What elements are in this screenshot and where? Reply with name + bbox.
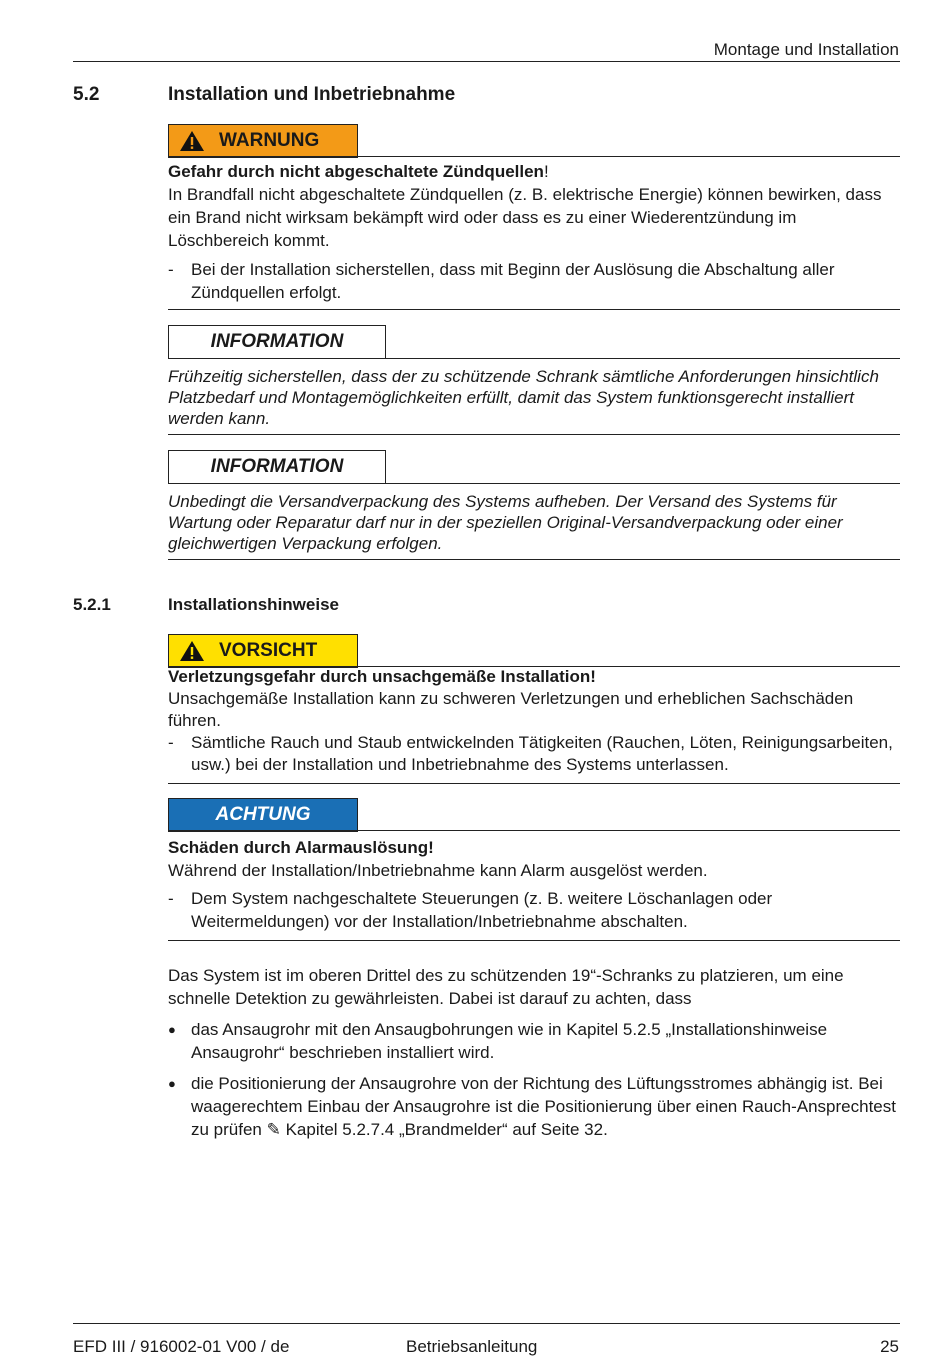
info1-bottom-rule — [168, 434, 900, 435]
notice-bottom-rule — [168, 940, 900, 941]
bullet-dot: ● — [168, 1076, 176, 1091]
warning-badge — [168, 124, 358, 158]
info2-top-rule — [168, 483, 900, 484]
warning-label: WARNUNG — [219, 130, 320, 151]
caution-bullet: Sämtliche Rauch und Staub entwickelnden Tätigkeiten (Rauchen, Löten, Reinigungsarbeiten, usw.) bei der Installation und Inbetriebnahme des Systems unterlassen. — [191, 733, 893, 774]
notice-title: Schäden durch Alarmauslösung! — [168, 838, 434, 857]
footer-doc-id: EFD III / 916002-01 V00 / de — [73, 1337, 290, 1356]
caution-content — [168, 666, 900, 776]
info-badge-2 — [168, 450, 386, 484]
warning-triangle-icon — [179, 130, 205, 152]
caution-bottom-rule — [168, 783, 900, 784]
notice-text: Während der Installation/Inbetriebnahme kann Alarm ausgelöst werden. — [168, 861, 708, 880]
list-item-text: das Ansaugrohr mit den Ansaugbohrungen wie in Kapitel 5.2.5 „Installationshinweise Ansaugrohr“ beschrieben installiert wird. — [191, 1020, 828, 1062]
list-item — [168, 1072, 900, 1141]
warning-bullet-mark: - — [168, 260, 174, 279]
caution-text: Unsachgemäße Installation kann zu schweren Verletzungen und erheblichen Sachschäden führen. — [168, 689, 854, 730]
subsection-number: 5.2.1 — [73, 595, 111, 614]
warning-bottom-rule — [168, 309, 900, 310]
body-intro: Das System ist im oberen Drittel des zu schützenden 19“-Schranks zu platzieren, um eine schnelle Detektion zu gewährleisten. Dabei ist darauf zu achten, dass — [168, 966, 844, 1008]
warning-bullet: Bei der Installation sicherstellen, dass mit Beginn der Auslösung die Abschaltung aller Zündquellen erfolgt. — [191, 260, 835, 302]
bullet-dot: ● — [168, 1022, 176, 1037]
info-label-1: INFORMATION — [210, 331, 344, 352]
section-title: Installation und Inbetriebnahme — [168, 84, 456, 105]
info-text-1: Frühzeitig sicherstellen, dass der zu schützende Schrank sämtliche Anforderungen hinsichtlich Platzbedarf und Montagemöglichkeiten erfüllt, damit das System funktionsgerecht installiert werden kann. — [168, 367, 879, 428]
notice-bullet: Dem System nachgeschaltete Steuerungen (z. B. weitere Löschanlagen oder Weitermeldungen) vor der Installation/Inbetriebnahme abschalten. — [191, 889, 773, 931]
caution-badge — [168, 634, 358, 668]
notice-badge — [168, 798, 358, 832]
info1-top-rule — [168, 358, 900, 359]
list-item — [168, 1018, 900, 1064]
warning-top-rule — [168, 156, 900, 157]
section-number: 5.2 — [73, 84, 100, 105]
subsection-title: Installationshinweise — [168, 595, 339, 614]
page-number: 25 — [880, 1337, 899, 1356]
warning-content — [168, 160, 900, 304]
caution-label: VORSICHT — [219, 640, 318, 661]
warning-title: Gefahr durch nicht abgeschaltete Zündquellen — [168, 162, 544, 181]
caution-triangle-icon — [179, 640, 205, 662]
header-rule — [73, 61, 900, 62]
running-header: Montage und Installation — [713, 40, 899, 59]
body-content — [168, 964, 900, 1141]
notice-content — [168, 836, 900, 933]
info2-bottom-rule — [168, 559, 900, 560]
info-text-2: Unbedingt die Versandverpackung des Systems aufheben. Der Versand des Systems für Wartung oder Reparatur darf nur in der speziellen Original-Versandverpackung oder einer gleichwertigen Verpackung erfolgen. — [168, 492, 843, 553]
notice-top-rule — [168, 830, 900, 831]
footer-rule — [73, 1323, 900, 1324]
caution-bullet-mark: - — [168, 733, 174, 752]
warning-title-punct: ! — [543, 162, 549, 181]
footer-doc-type: Betriebsanleitung — [406, 1337, 538, 1356]
notice-bullet-mark: - — [168, 889, 174, 908]
info-label-2: INFORMATION — [210, 456, 344, 477]
list-item-text: die Positionierung der Ansaugrohre von der Richtung des Lüftungsstromes abhängig ist. Bei waagerechtem Einbau der Ansaugrohre ist die Positionierung über einen Rauch-Ansprechtest zu prüfen ✎ Kapitel 5.2.7.4 „Brandmelder“ auf Seite 32. — [191, 1074, 896, 1139]
caution-title: Verletzungsgefahr durch unsachgemäße Installation! — [168, 667, 596, 686]
info-badge-1 — [168, 325, 386, 359]
notice-label: ACHTUNG — [215, 804, 311, 825]
warning-text: In Brandfall nicht abgeschaltete Zündquellen (z. B. elektrische Energie) können bewirken, dass ein Brand nicht wirksam bekämpft wird oder dass es zu einer Wiederentzündung im Löschbereich kommt. — [168, 185, 882, 250]
